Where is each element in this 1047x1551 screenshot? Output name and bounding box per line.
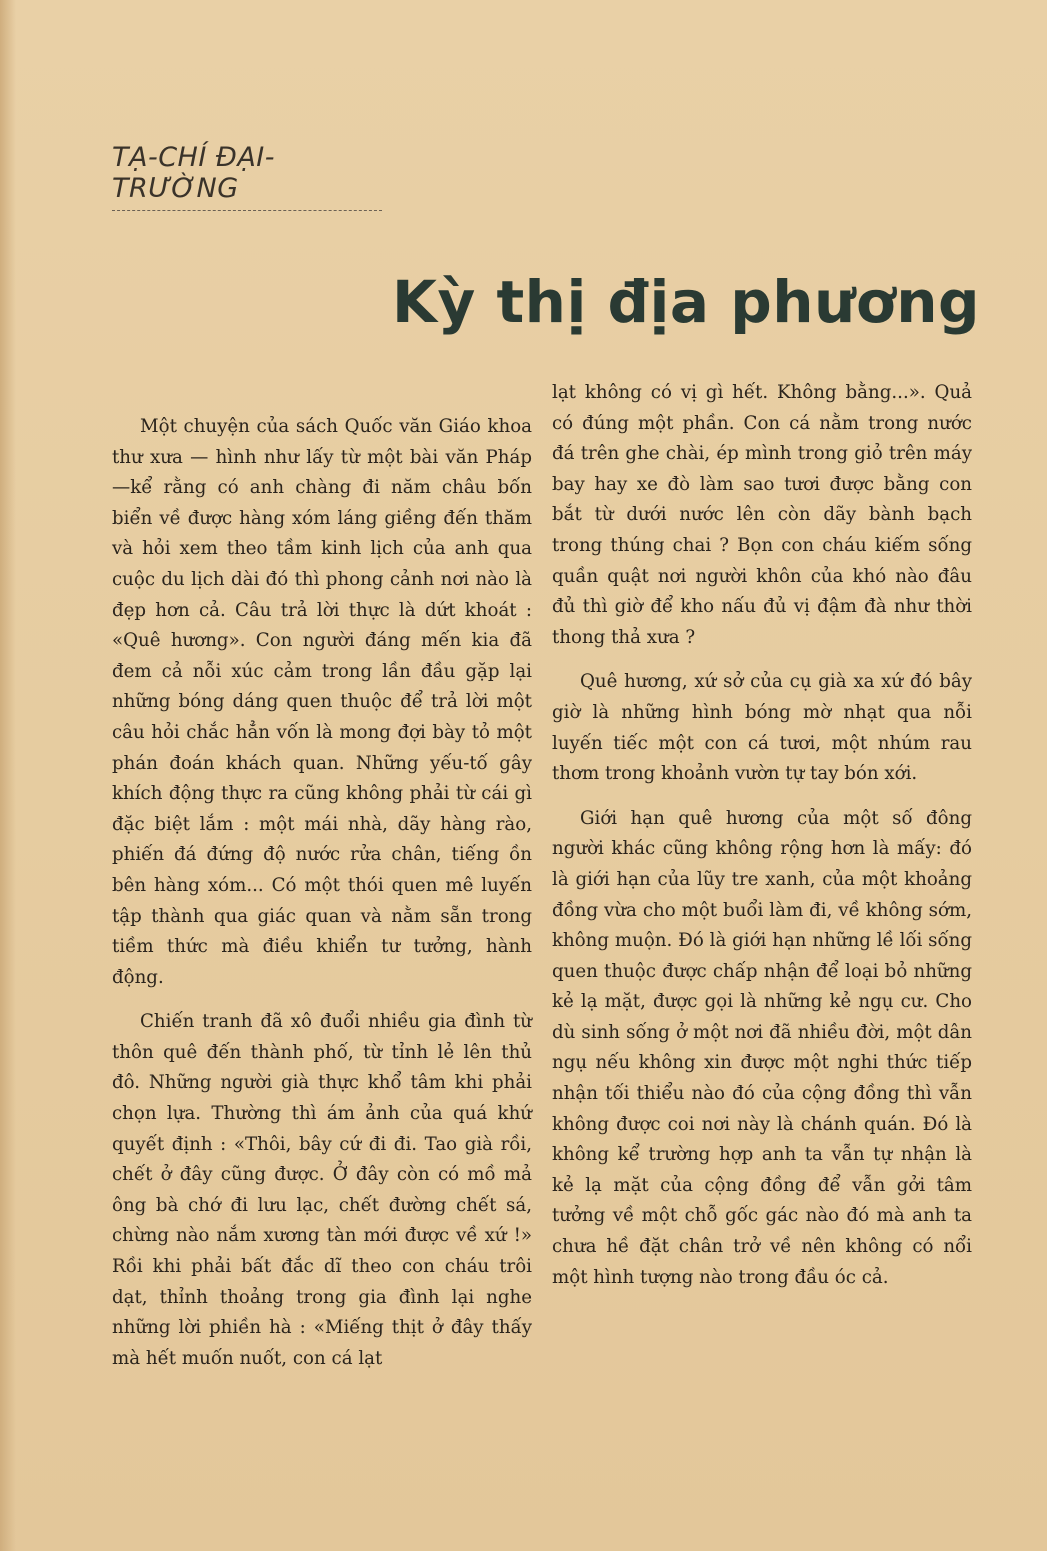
paragraph: Một chuyện của sách Quốc văn Giáo khoa thư xưa — hình như lấy từ một bài văn Pháp—kể rằng có anh chàng đi năm châu bốn biển về được hàng xóm láng giềng đến thăm và hỏi xem theo tầm kinh lịch của anh qua cuộc du lịch dài đó thì phong cảnh nơi nào là đẹp hơn cả. Câu trả lời thực là dứt khoát : «Quê hương». Con người đáng mến kia đã đem cả nỗi xúc cảm trong lần đầu gặp lại những bóng dáng quen thuộc để trả lời một câu hỏi chắc hẳn vốn là mong đợi bày tỏ một phán đoán khách quan. Những yếu-tố gây khích động thực ra cũng không phải từ cái gì đặc biệt lắm : một mái nhà, dãy hàng rào, phiến đá đứng độ nước rửa chân, tiếng ồn bên hàng xóm... Có một thói quen mê luyến tập thành qua giác quan và nằm sẵn trong tiềm thức mà điều khiển tư tưởng, hành động. [112,416,532,988]
paragraph: Quê hương, xứ sở của cụ già xa xứ đó bây giờ là những hình bóng mờ nhạt qua nỗi luyến tiếc một con cá tươi, một nhúm rau thơm trong khoảnh vườn tự tay bón xới. [552,671,972,785]
left-column [112,412,532,1388]
article-title: Kỳ thị địa phương [392,268,981,336]
paragraph: Chiến tranh đã xô đuổi nhiều gia đình từ thôn quê đến thành phố, từ tỉnh lẻ lên thủ đô. Những người già thực khổ tâm khi phải chọn lựa. Thường thì ám ảnh của quá khứ quyết định : «Thôi, bây cứ đi đi. Tao già rồi, chết ở đây cũng được. Ở đây còn có mồ mả ông bà chớ đi lưu lạc, chết đường chết sá, chừng nào nắm xương tàn mới được về xứ !» Rồi khi phải bất đắc dĩ theo con cháu trôi dạt, thỉnh thoảng trong gia đình lại nghe những lời phiền hà : «Miếng thịt ở đây thấy mà hết muốn nuốt, con cá lạt [112,1011,532,1369]
author-byline: TẠ-CHÍ ĐẠI-TRƯỜNG [112,142,382,211]
paragraph: Giới hạn quê hương của một số đông người khác cũng không rộng hơn là mấy: đó là giới hạn của lũy tre xanh, của một khoảng đồng vừa cho một buổi làm đi, về không sớm, không muộn. Đó là giới hạn những lề lối sống quen thuộc được chấp nhận để loại bỏ những kẻ lạ mặt, được gọi là những kẻ ngụ cư. Cho dù sinh sống ở một nơi đã nhiều đời, một dân ngụ nếu không xin được một nghi thức tiếp nhận tối thiểu nào đó của cộng đồng thì vẫn không được coi nơi này là chánh quán. Đó là không kể trường hợp anh ta vẫn tự nhận là kẻ lạ mặt của cộng đồng để vẫn gởi tâm tưởng về một chỗ gốc gác nào đó mà anh ta chưa hề đặt chân trở về nên không có nổi một hình tượng nào trong đầu óc cả. [552,807,972,1288]
paragraph: lạt không có vị gì hết. Không bằng...». Quả có đúng một phần. Con cá nằm trong nước đá trên ghe chài, ép mình trong giỏ trên máy bay hay xe đò làm sao tươi được bằng con bắt từ dưới nước lên còn dãy bành bạch trong thúng chai ? Bọn con cháu kiếm sống quần quật nơi người khôn của khó nào đâu đủ thì giờ để kho nấu đủ vị đậm đà như thời thong thả xưa ? [552,382,972,648]
page-edge-shadow [0,0,16,1551]
right-column [552,378,972,1307]
